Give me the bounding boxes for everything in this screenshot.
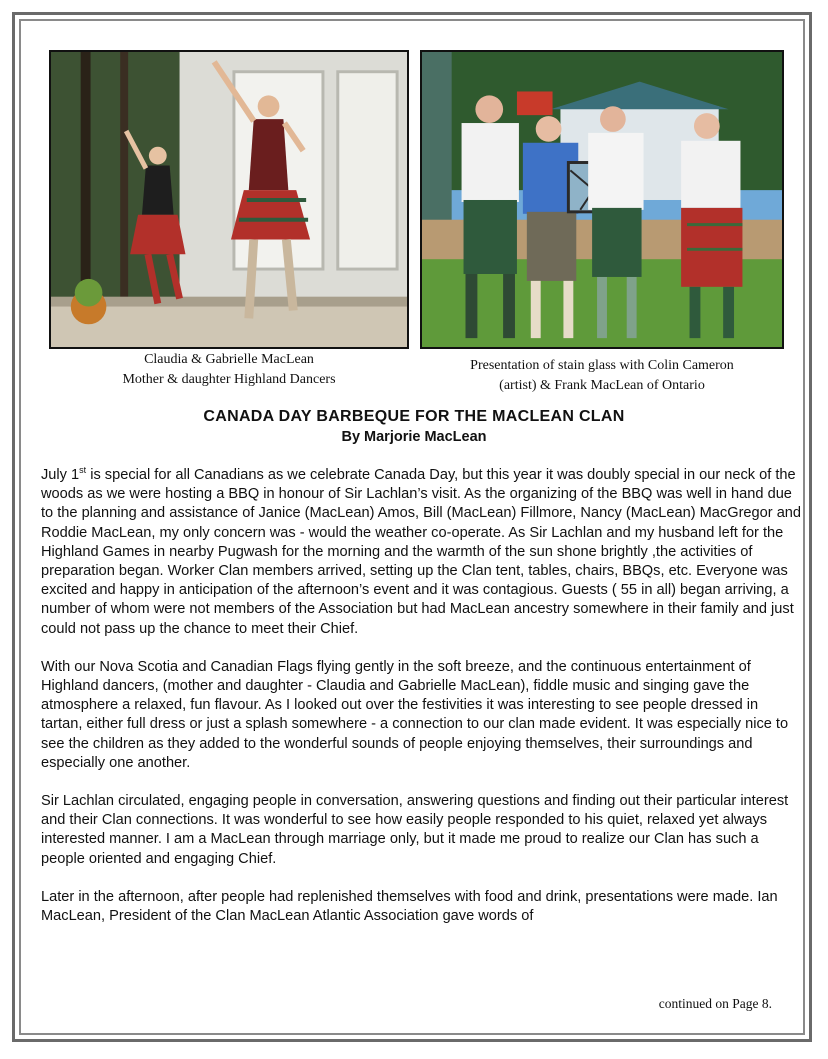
presentation-photo [420,50,784,349]
paragraph-3: Sir Lachlan circulated, engaging people in conversation, answering questions and finding out their particular interest and their Clan connections. It was wonderful to see how easily people responded to his quiet, relaxed yet always interested manner. I am a MacLean through marriage only, but it made me proud to realize our Clan has such a people oriented and engaging Chief. [41,793,789,867]
article-title: CANADA DAY BARBEQUE FOR THE MACLEAN CLAN [203,408,625,425]
paragraph-2: With our Nova Scotia and Canadian Flags flying gently in the soft breeze, and the continuous entertainment of Highland dancers, (mother and daughter - Claudia and Gabrielle MacLean), fiddle music and singing gave the atmosphere a relaxed, fun flavour. As I looked out over the festivities it was interesting to see people dressed in tartan, either full dress or just a splash somewhere - a connection to our clan made evident. It was especially nice to see the children as they added to the wonderful sounds of people enjoying themselves, their surroundings and especially one another. [41,658,789,771]
continued-note: continued on Page 8. [658,996,772,1011]
article-body [41,466,803,945]
right-caption-line-1: Presentation of stain glass with Colin Cameron [470,358,734,373]
paragraph-1-rest: is special for all Canadians as we celebrate Canada Day, but this year it was doubly special in our neck of the woods as we were hosting a BBQ in honour of Sir Lachlan’s visit. As the organizing of the BBQ was well in hand due to the planning and assistance of Janice (MacLean) Amos, Bill (MacLean) Fillmore, Nancy (MacLean) MacGregor and Roddie MacLean, my only concern was - would the weather co-operate. As Sir Lachlan and my husband left for the Highland Games in nearby Pugwash for the morning and the warmth of the sun shone brightly ,the activities of preparation began. Worker Clan members arrived, setting up the Clan tent, tables, chairs, BBQs, etc. Everyone was excited and happy in anticipation of the afternoon’s event and it was contagious. Guests ( 55 in all) began arriving, a number of whom were not members of the Association but had MacLean ancestry somewhere in their family and just could not pass up the chance to meet their Chief. [41,467,802,637]
right-photo-caption [420,356,784,396]
paragraph-1-lead: July 1 [41,467,80,483]
paragraph-1-superscript: st [79,465,87,475]
right-caption-line-2: (artist) & Frank MacLean of Ontario [499,378,705,393]
left-photo-caption [49,350,409,390]
paragraph-1 [41,466,803,639]
left-caption-line-2: Mother & daughter Highland Dancers [122,372,336,387]
left-caption-line-1: Claudia & Gabrielle MacLean [144,352,314,367]
dancers-photo [49,50,409,349]
paragraph-4: Later in the afternoon, after people had replenished themselves with food and drink, presentations were made. Ian MacLean, President of the Clan MacLean Atlantic Association gave words of [41,888,778,925]
article-byline: By Marjorie MacLean [341,429,487,445]
